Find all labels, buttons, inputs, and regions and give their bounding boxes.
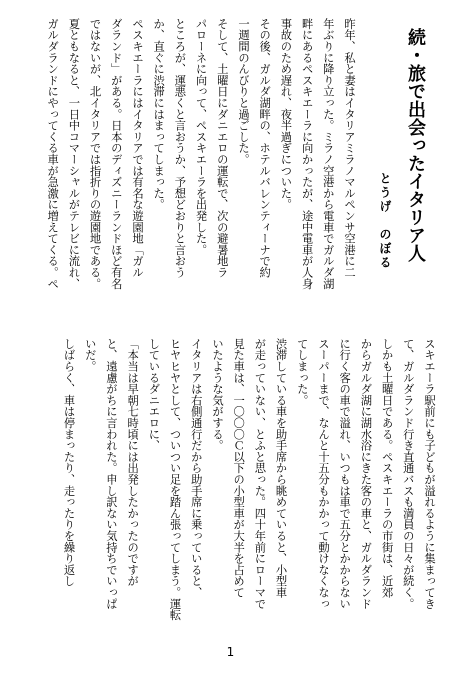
text-line: 事故のため遅れ、夜半過ぎについた。 [279, 18, 293, 211]
upper-text-block [25, 18, 360, 320]
text-line: 一週間のんびりと過ごした。 [236, 18, 250, 165]
text-line: てしまった。 [295, 338, 309, 406]
text-line: 見た車は、一〇〇〇Ｃ以下の小型車が大半を占めて [232, 338, 246, 598]
text-line: ヒヤヒヤとして、ついつい足を踏ん張ってしまう。運転 [168, 338, 182, 621]
text-line: スーパーまで、なんと十五分もかかって動けなくなっ [316, 338, 330, 610]
text-line: しばらく、車は停まったり、走ったりを繰り返し [62, 338, 76, 587]
text-line: スキエーラ駅前にも子どもが溢れるように集まってき [423, 338, 436, 610]
page-number: 1 [226, 645, 235, 659]
text-line: いたような気がする。 [210, 338, 224, 451]
lower-text-block [25, 338, 440, 638]
text-line: て、ガルダランド行き直通バスも満員の日々が続く。 [401, 338, 415, 610]
text-line: が走っていない、とふと思った。四十年前にローマで [253, 338, 267, 610]
text-line: しているダニエロに、 [147, 338, 161, 451]
text-line: と、遠慮がちに言われた。申し訳ない気持ちでいっぱ [104, 338, 118, 610]
text-line: いだ。 [83, 338, 97, 372]
text-line: その後、ガルダ湖畔の、ホテルバレンティーナで約 [258, 18, 272, 278]
text-line: ダランド」がある。日本のディズニーランドほど有名 [109, 18, 123, 290]
text-line: ペスキエーラにはイタリアでは有名な遊園地「ガル [130, 18, 144, 278]
document-title: 続・旅で出会ったイタリア人 [405, 28, 426, 262]
text-line: 畔にあるペスキエーラに向かったが、途中電車が人身 [300, 18, 314, 290]
text-line: に行く客の車で溢れ、いつもは車で五分とかからない [338, 338, 352, 610]
text-line: パローネに向って、ペスキエーラを出発した。 [194, 18, 208, 256]
text-line: 夏ともなると、一日中コマーシャルがテレビに流れ、 [67, 18, 81, 290]
text-line: イタリアは右側通行だから助手席に乗っていると、 [189, 338, 203, 598]
text-line: 昨年、私と妻はイタリアミラノマルペンサ空港に二 [343, 18, 356, 278]
text-line: 渋滞している車を助手席から眺めていると、小型車 [274, 338, 288, 598]
text-line: ガルダランドにやってくる車が急激に増えてくる。ペ [46, 18, 60, 290]
text-line: 年ぶりに降り立った。ミラノ空港から電車でガルダ湖 [321, 18, 335, 290]
text-line: そして、土曜日にダニエロの運転で、次の避暑地ラ [215, 18, 229, 278]
author-name: とうげ のぼる [378, 172, 392, 270]
text-line: ところが、運悪くと言おうか、予想どおりと言おう [173, 18, 187, 278]
text-line: からガルダ湖に湖水浴にきた客の車と、ガルダランド [359, 338, 373, 610]
text-line: しかも土曜日である。ペスキエーラの市街は、近郊 [380, 338, 394, 598]
text-line: ではないが、北イタリアでは指折りの遊園地である。 [88, 18, 102, 290]
text-line: か、直ぐに渋滞にはまってしまった。 [152, 18, 166, 211]
text-line: 「本当は早朝七時頃には出発したかったのですが [126, 338, 140, 587]
